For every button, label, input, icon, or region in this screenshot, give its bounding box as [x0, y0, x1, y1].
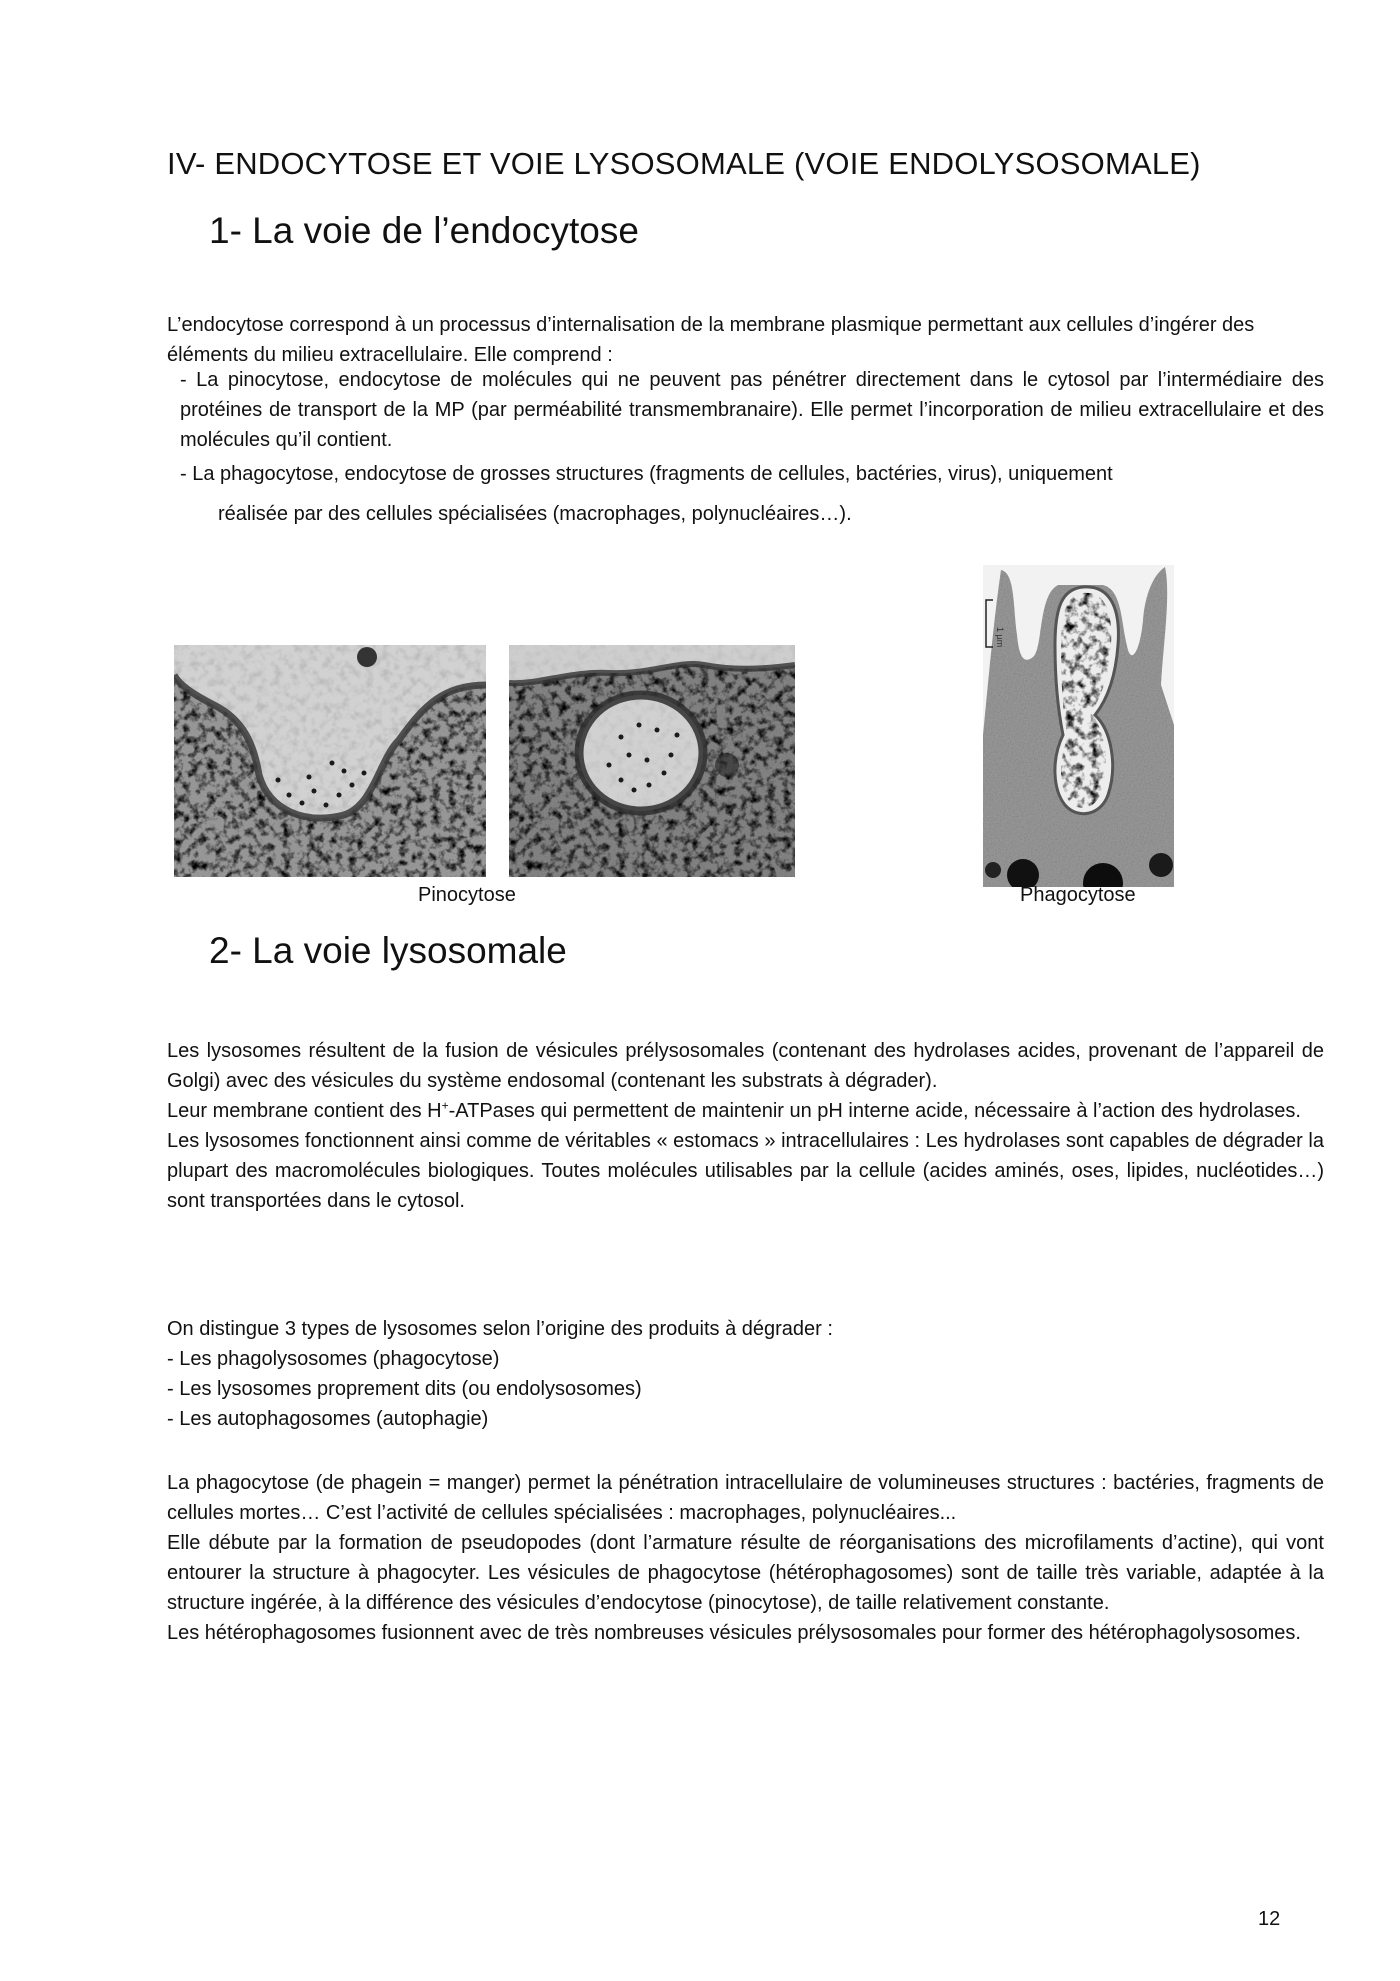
bullet-pinocytose: - La pinocytose, endocytose de molécules qui ne peuvent pas pénétrer directement dans le cytosol par l’intermédiaire des protéines de transport de la MP (par perméabilité transmembranaire). Elle permet l’incorporation de milieu extracellulaire et des molécules qu’il contient.: [180, 369, 1324, 451]
subsection-title-lysosomale: 2- La voie lysosomale: [209, 930, 567, 971]
intro-paragraph: L’endocytose correspond à un processus d’internalisation de la membrane plasmique permettant aux cellules d’ingérer des éléments du milieu extracellulaire. Elle comprend :: [167, 314, 1255, 366]
caption-pinocytose: Pinocytose: [418, 884, 516, 906]
phagocytose-micrograph: [983, 565, 1174, 887]
phagocytose-paragraphs: [167, 1468, 1324, 1648]
types-intro: On distingue 3 types de lysosomes selon l’origine des produits à dégrader :: [167, 1318, 833, 1340]
phago-paragraph-3: Les hétérophagosomes fusionnent avec de très nombreuses vésicules prélysosomales pour former des hétérophagolysosomes.: [167, 1622, 1301, 1644]
phago-paragraph-2: Elle débute par la formation de pseudopodes (dont l’armature résulte de réorganisations des microfilaments d’actine), qui vont entourer la structure à phagocyter. Les vésicules de phagocytose (hétérophagosomes) sont de taille très variable, adaptée à la structure ingérée, à la différence des vésicules d’endocytose (pinocytose), de taille relativement constante.: [167, 1532, 1324, 1614]
section-title: IV- ENDOCYTOSE ET VOIE LYSOSOMALE (VOIE ENDOLYSOSOMALE): [167, 146, 1201, 181]
lyso-paragraph-3: Les lysosomes fonctionnent ainsi comme de véritables « estomacs » intracellulaires : Les hydrolases sont capables de dégrader la plupart des macromolécules biologiques. Toutes molécules utilisables par la cellule (acides aminés, oses, lipides, nucléotides…) sont transportées dans le cytosol.: [167, 1130, 1324, 1212]
lysosome-types: [167, 1314, 1324, 1434]
lysosome-paragraphs: [167, 1036, 1324, 1216]
list-item: - Les lysosomes proprement dits (ou endolysosomes): [167, 1378, 642, 1400]
phago-paragraph-1: La phagocytose (de phagein = manger) permet la pénétration intracellulaire de volumineuses structures : bactéries, fragments de cellules mortes… C’est l’activité de cellules spécialisées : macrophages, polynucléaires...: [167, 1472, 1324, 1524]
subsection-title-endocytose: 1- La voie de l’endocytose: [209, 210, 639, 251]
pinocytose-micrograph-2: [509, 645, 795, 877]
caption-phagocytose: Phagocytose: [1020, 884, 1136, 906]
bullet-phagocytose-line2: réalisée par des cellules spécialisées (macrophages, polynucléaires…).: [218, 503, 852, 525]
bullet-phagocytose-line1: - La phagocytose, endocytose de grosses structures (fragments de cellules, bactéries, virus), uniquement: [180, 463, 1113, 485]
scale-bar-label: 1 µm: [995, 627, 1005, 648]
lyso-paragraph-2: Leur membrane contient des H+-ATPases qui permettent de maintenir un pH interne acide, nécessaire à l’action des hydrolases.: [167, 1098, 1301, 1122]
page-number: 12: [1258, 1908, 1281, 1930]
list-item: - Les phagolysosomes (phagocytose): [167, 1348, 500, 1370]
pinocytose-micrograph-1: [174, 645, 486, 877]
list-item: - Les autophagosomes (autophagie): [167, 1408, 489, 1430]
lyso-paragraph-1: Les lysosomes résultent de la fusion de vésicules prélysosomales (contenant des hydrolases acides, provenant de l’appareil de Golgi) avec des vésicules du système endosomal (contenant les substrats à dégrader).: [167, 1040, 1324, 1092]
